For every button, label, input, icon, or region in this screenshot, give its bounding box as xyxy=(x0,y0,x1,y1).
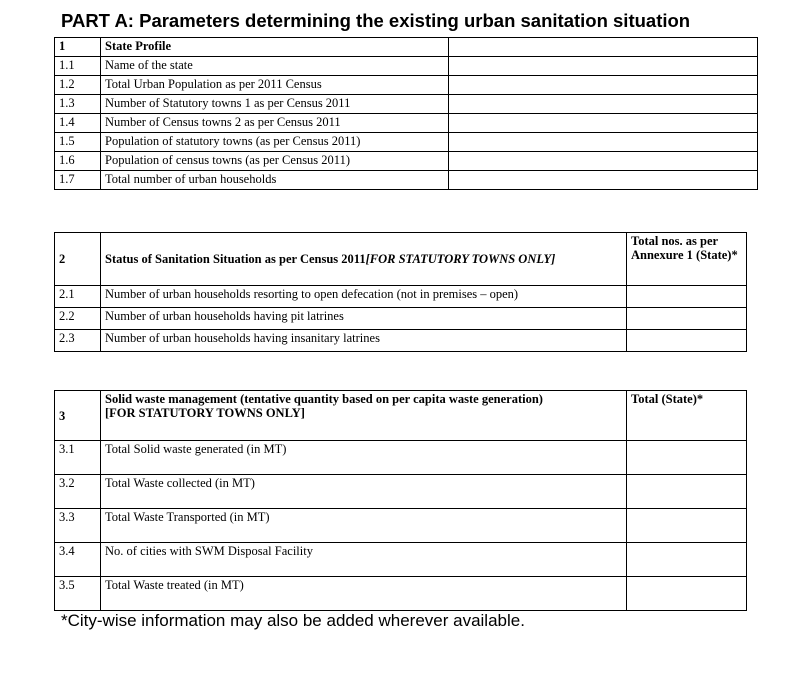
row-label: Name of the state xyxy=(101,57,449,76)
row-label: Number of urban households having pit latrines xyxy=(101,308,627,330)
row-label: Total number of urban households xyxy=(101,171,449,190)
table-row xyxy=(55,114,758,133)
table-header-row xyxy=(55,391,747,441)
table-row xyxy=(55,308,747,330)
row-number: 2.1 xyxy=(55,286,101,308)
row-label: Population of statutory towns (as per Census 2011) xyxy=(101,133,449,152)
table-row xyxy=(55,76,758,95)
section-header: State Profile xyxy=(101,38,449,57)
value-cell[interactable] xyxy=(627,475,747,509)
table-row xyxy=(55,152,758,171)
row-label: No. of cities with SWM Disposal Facility xyxy=(101,543,627,577)
row-number: 2.3 xyxy=(55,330,101,352)
value-cell[interactable] xyxy=(627,509,747,543)
table-row xyxy=(55,509,747,543)
row-number: 3.2 xyxy=(55,475,101,509)
column-header: Total nos. as per Annexure 1 (State)* xyxy=(627,233,747,286)
solid-waste-table xyxy=(54,390,747,611)
row-number: 1.5 xyxy=(55,133,101,152)
value-cell[interactable] xyxy=(627,577,747,611)
row-label: Total Waste collected (in MT) xyxy=(101,475,627,509)
row-label: Total Solid waste generated (in MT) xyxy=(101,441,627,475)
section-number: 1 xyxy=(55,38,101,57)
row-label: Population of census towns (as per Census 2011) xyxy=(101,152,449,171)
row-number: 3.5 xyxy=(55,577,101,611)
row-label: Number of urban households having insanitary latrines xyxy=(101,330,627,352)
row-label: Number of urban households resorting to open defecation (not in premises – open) xyxy=(101,286,627,308)
section-header-scope: [FOR STATUTORY TOWNS ONLY] xyxy=(105,406,305,420)
row-number: 3.3 xyxy=(55,509,101,543)
value-cell[interactable] xyxy=(627,543,747,577)
row-number: 1.7 xyxy=(55,171,101,190)
row-label: Total Waste treated (in MT) xyxy=(101,577,627,611)
table-row xyxy=(55,330,747,352)
row-number: 3.1 xyxy=(55,441,101,475)
row-number: 1.3 xyxy=(55,95,101,114)
table-header-row xyxy=(55,233,747,286)
page-title: PART A: Parameters determining the existing urban sanitation situation xyxy=(61,10,691,31)
section-number: 2 xyxy=(55,233,101,286)
column-header: Total (State)* xyxy=(627,391,747,441)
table-row xyxy=(55,441,747,475)
footnote: *City-wise information may also be added wherever available. xyxy=(61,611,525,630)
section-header xyxy=(101,391,627,441)
row-number: 1.2 xyxy=(55,76,101,95)
section-number: 3 xyxy=(55,391,101,441)
value-cell[interactable] xyxy=(449,114,758,133)
value-cell[interactable] xyxy=(449,76,758,95)
value-cell[interactable] xyxy=(449,171,758,190)
value-cell[interactable] xyxy=(449,133,758,152)
table-row xyxy=(55,133,758,152)
state-profile-table xyxy=(54,37,758,190)
table-row xyxy=(55,171,758,190)
row-label: Number of Statutory towns 1 as per Census 2011 xyxy=(101,95,449,114)
section-header xyxy=(101,233,627,286)
row-number: 1.1 xyxy=(55,57,101,76)
value-cell[interactable] xyxy=(627,308,747,330)
table-row xyxy=(55,95,758,114)
section-header-text: Status of Sanitation Situation as per Census 2011 xyxy=(105,252,366,266)
value-cell[interactable] xyxy=(627,330,747,352)
table-row xyxy=(55,475,747,509)
row-number: 2.2 xyxy=(55,308,101,330)
value-cell[interactable] xyxy=(627,441,747,475)
value-cell[interactable] xyxy=(627,286,747,308)
row-label: Total Urban Population as per 2011 Census xyxy=(101,76,449,95)
row-number: 3.4 xyxy=(55,543,101,577)
section-header-text: Solid waste management (tentative quantity based on per capita waste generation) xyxy=(105,392,543,406)
section-header-scope: [FOR STATUTORY TOWNS ONLY] xyxy=(365,252,556,266)
row-label: Total Waste Transported (in MT) xyxy=(101,509,627,543)
value-cell[interactable] xyxy=(449,152,758,171)
row-label: Number of Census towns 2 as per Census 2011 xyxy=(101,114,449,133)
row-number: 1.4 xyxy=(55,114,101,133)
table-row xyxy=(55,543,747,577)
table-row xyxy=(55,577,747,611)
sanitation-status-table xyxy=(54,232,747,352)
value-cell[interactable] xyxy=(449,38,758,57)
value-cell[interactable] xyxy=(449,95,758,114)
value-cell[interactable] xyxy=(449,57,758,76)
table-row xyxy=(55,57,758,76)
table-row xyxy=(55,286,747,308)
row-number: 1.6 xyxy=(55,152,101,171)
table-header-row xyxy=(55,38,758,57)
